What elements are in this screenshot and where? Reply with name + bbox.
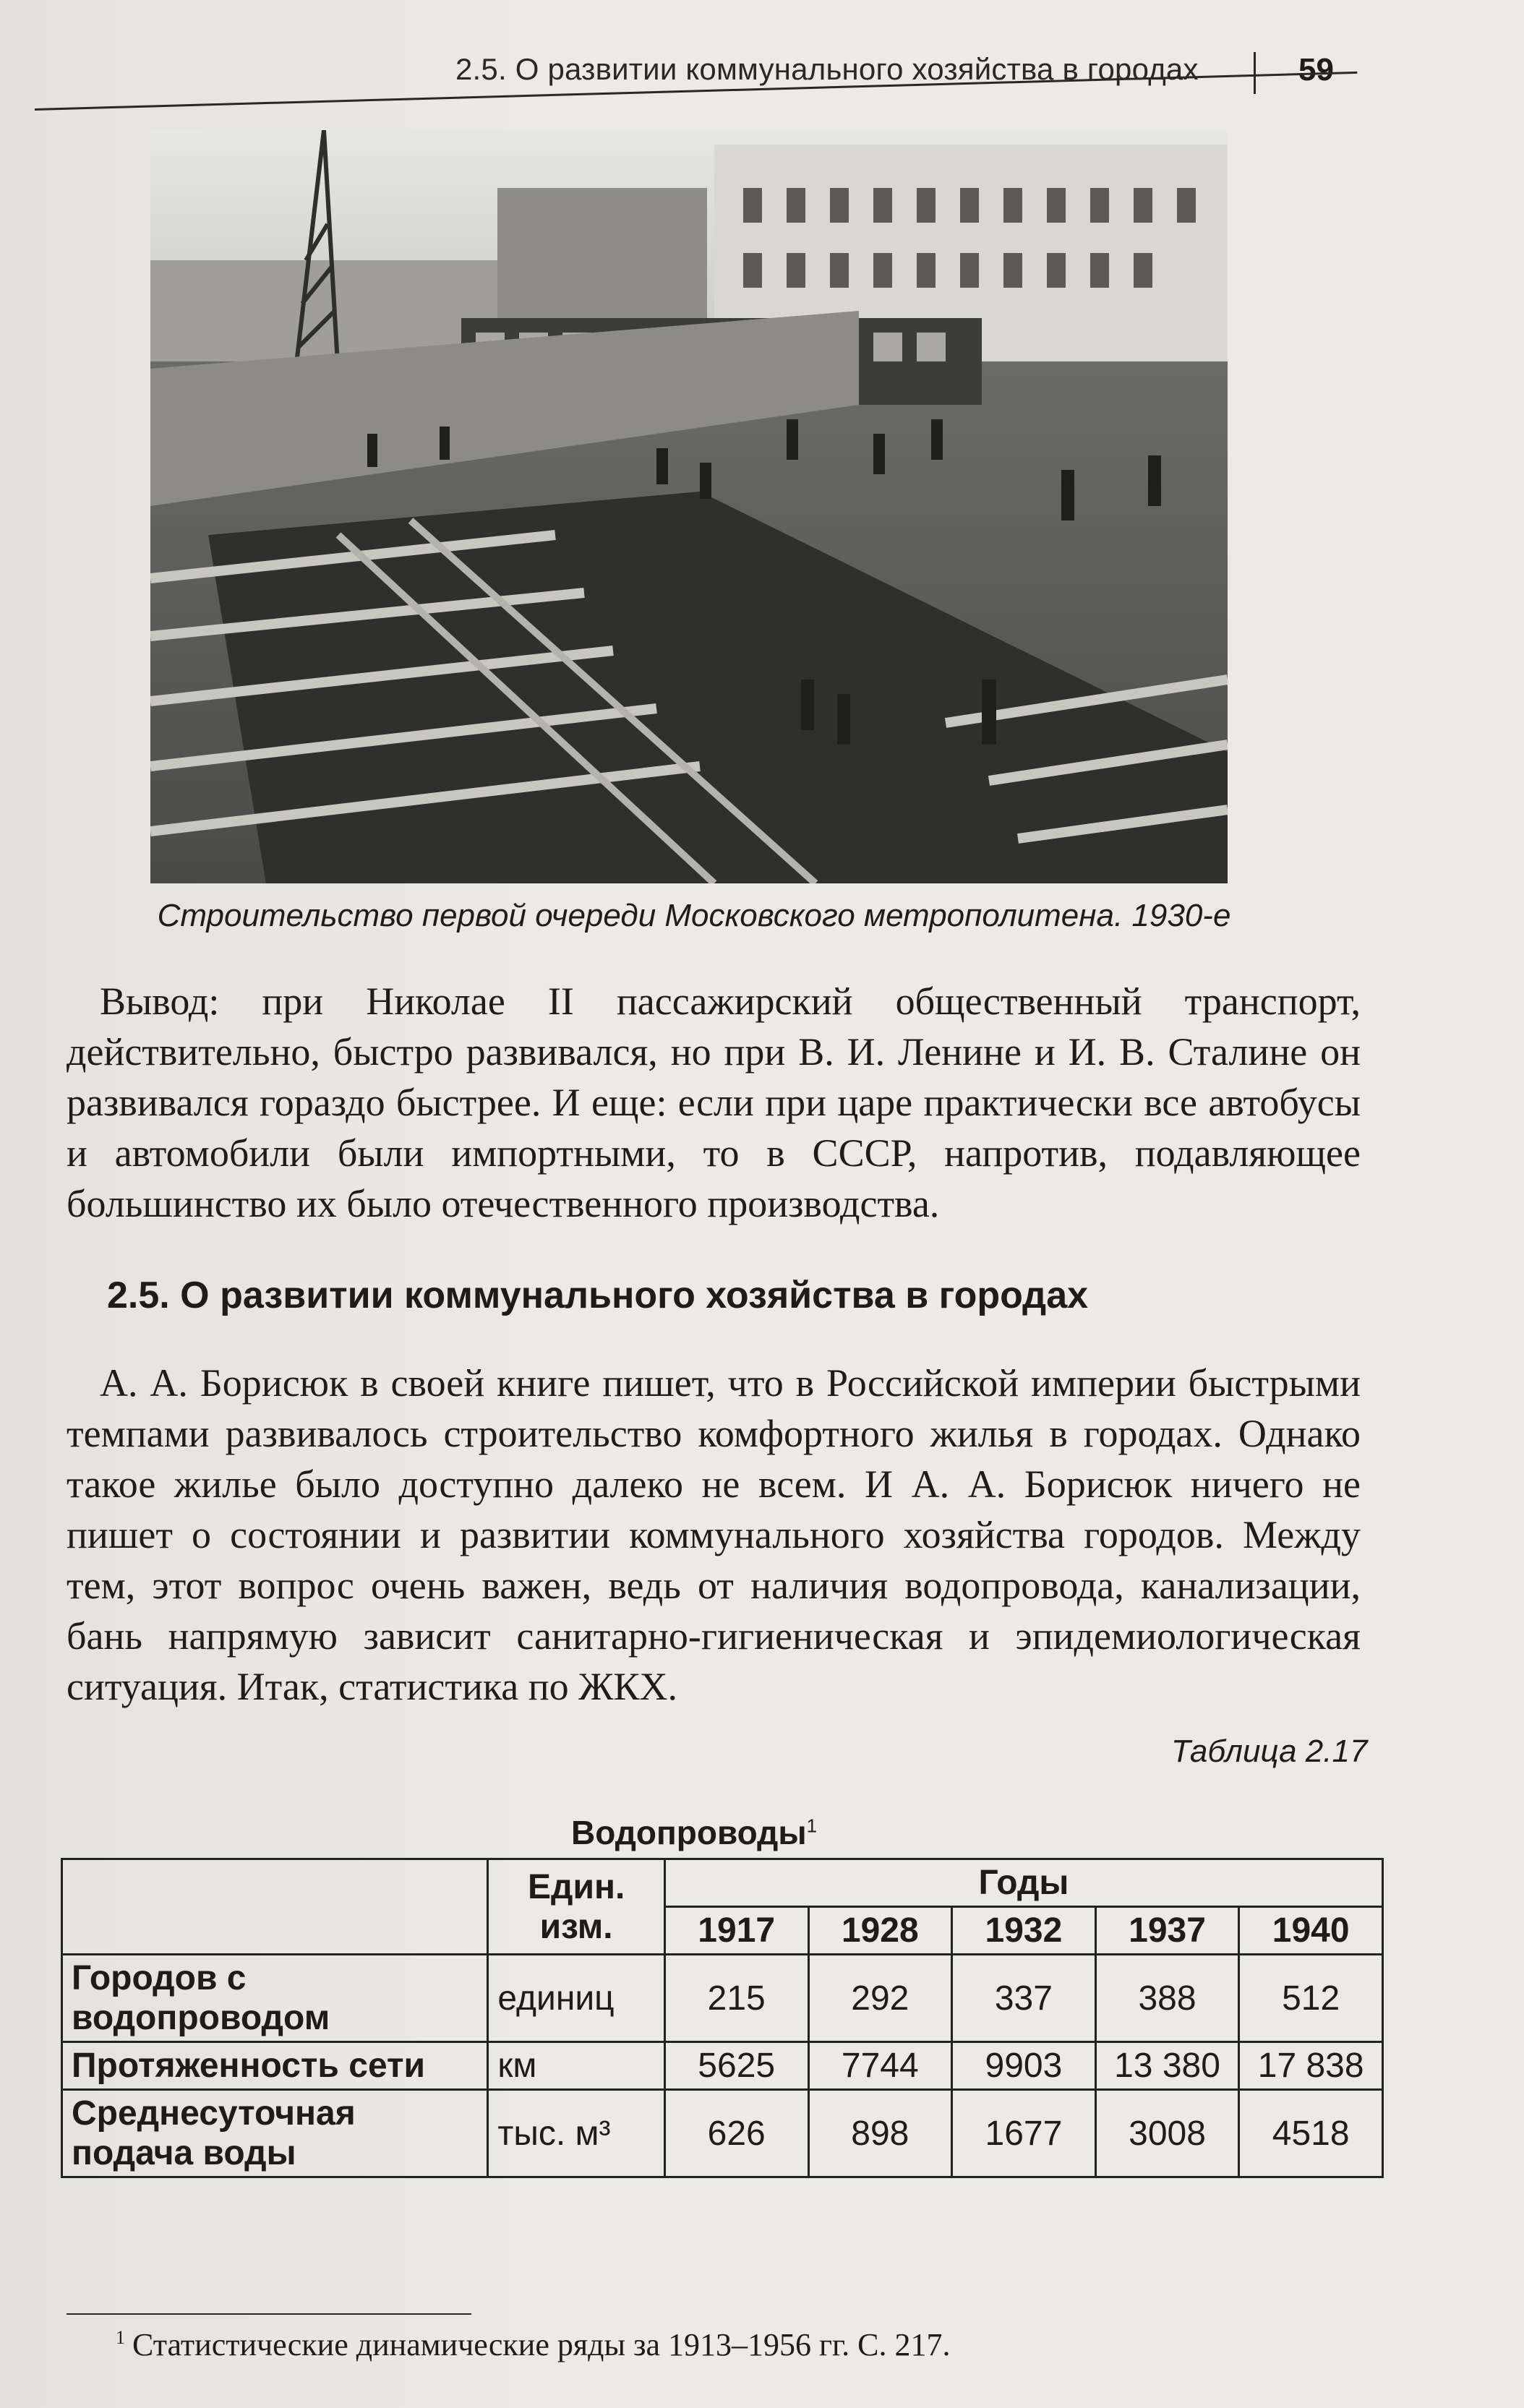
table-cell: 13 380 — [1095, 2042, 1239, 2090]
footnote-ref: 1 — [806, 1814, 818, 1837]
table-title — [571, 1813, 817, 1852]
photo-caption: Строительство первой очереди Московского метрополитена. 1930-е — [157, 898, 1231, 933]
table-cell: 3008 — [1095, 2090, 1239, 2177]
footnote-mark: 1 — [116, 2327, 125, 2349]
table-cell: 388 — [1095, 1955, 1239, 2042]
table-cell: 337 — [952, 1955, 1096, 2042]
table-cell: 292 — [808, 1955, 952, 2042]
year-header: 1917 — [664, 1907, 808, 1955]
header-separator — [1254, 52, 1256, 94]
table-cell: 9903 — [952, 2042, 1096, 2090]
footnote-text: Статистические динамические ряды за 1913–1956 гг. С. 217. — [132, 2327, 951, 2362]
section-heading: 2.5. О развитии коммунального хозяйства в городах — [107, 1274, 1089, 1316]
table-cell: 5625 — [664, 2042, 808, 2090]
row-label: Среднесуточная подача воды — [62, 2090, 488, 2177]
table-cell: 17 838 — [1239, 2042, 1383, 2090]
table-cell: 215 — [664, 1955, 808, 2042]
table-title-text: Водопроводы — [571, 1814, 807, 1851]
row-label: Городов с водопроводом — [62, 1955, 488, 2042]
year-header: 1940 — [1239, 1907, 1383, 1955]
table-cell: 7744 — [808, 2042, 952, 2090]
table-row — [62, 2090, 1383, 2177]
paragraph-conclusion: Вывод: при Николае II пассажирский общественный транспорт, действительно, быстро развивался, но при В. И. Ленине и И. В. Сталине он развивался гораздо быстрее. И еще: если при царе практически все автобусы и автомобили были импортными, то в СССР, напротив, подавляющее большинство их было отечественного производства. — [67, 980, 1361, 1225]
unit-header: Един. изм. — [488, 1859, 665, 1955]
row-label: Протяженность сети — [62, 2042, 488, 2090]
year-header: 1937 — [1095, 1907, 1239, 1955]
running-head: 2.5. О развитии коммунального хозяйства в городах — [455, 52, 1199, 86]
table-row — [62, 1955, 1383, 2042]
row-unit: тыс. м³ — [488, 2090, 665, 2177]
footnote — [116, 2326, 950, 2363]
year-header: 1928 — [808, 1907, 952, 1955]
footnote-rule — [67, 2313, 471, 2315]
paragraph-borisyuk: А. А. Борисюк в своей книге пишет, что в Российской империи быстрыми темпами развивалось строительство комфортного жилья в городах. Однако такое жилье было доступно далеко не всем. И А. А. Борисюк ничего не пишет о состоянии и развитии коммунального хозяйства городов. Между тем, этот вопрос очень важен, ведь от наличия водопровода, канализации, бань напрямую зависит санитарно-гигиеническая и эпидемиологическая ситуация. Итак, статистика по ЖКХ. — [67, 1361, 1361, 1708]
row-unit: единиц — [488, 1955, 665, 2042]
table-header-row — [62, 1859, 1383, 1907]
table-row — [62, 2042, 1383, 2090]
water-supply-table — [61, 1858, 1384, 2178]
table-cell: 1677 — [952, 2090, 1096, 2177]
page-number: 59 — [1298, 52, 1334, 87]
years-header: Годы — [664, 1859, 1382, 1907]
row-unit: км — [488, 2042, 665, 2090]
year-header: 1932 — [952, 1907, 1096, 1955]
table-cell: 626 — [664, 2090, 808, 2177]
table-corner-cell — [62, 1859, 488, 1955]
table-cell: 4518 — [1239, 2090, 1383, 2177]
table-cell: 898 — [808, 2090, 952, 2177]
table-number: Таблица 2.17 — [1171, 1734, 1368, 1769]
table-cell: 512 — [1239, 1955, 1383, 2042]
metro-construction-photo — [150, 130, 1228, 883]
